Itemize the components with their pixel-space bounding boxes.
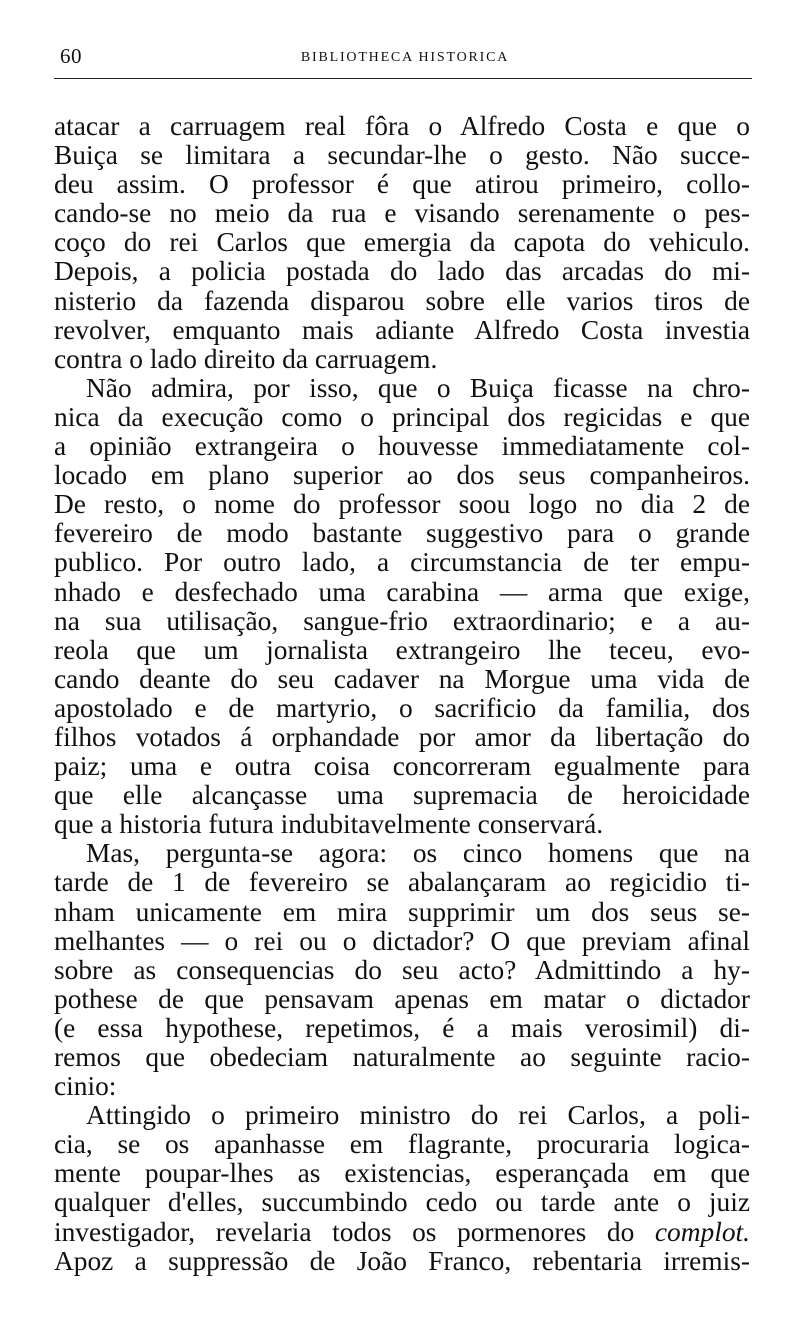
text-line: De resto, o nome do professor soou logo no dia 2 de [54,489,750,520]
text-line: contra o lado direito da carruagem. [54,343,438,374]
text-line: nhado e desfechado uma carabina — arma que exige, [54,576,750,607]
text-line: nica da execução como o principal dos regicidas e que [54,401,750,432]
text-line: Não admira, por isso, que o Buiça ficasse na chro- [86,372,750,403]
text-line: coço do rei Carlos que emergia da capota do vehiculo. [54,227,750,258]
running-head: BIBLIOTHECA HISTORICA [300,50,510,65]
text-line: cando-se no meio da rua e visando serenamente o pes- [54,198,750,229]
page-number: 60 [60,44,82,68]
text-line: na sua utilisação, sangue-frio extraordinario; e a au- [54,605,750,636]
text-line: Buiça se limitara a secundar-lhe o gesto. Não succe- [54,140,750,171]
text-line: mente poupar-lhes as existencias, esperançada em que [54,1158,750,1189]
body-text [54,112,750,1276]
text-line: cinio: [54,1071,117,1102]
text-line: revolver, emquanto mais adiante Alfredo Costa investia [54,314,750,345]
text-line: a opinião extrangeira o houvesse immediatamente col- [54,431,750,462]
text-line: reola que um jornalista extrangeiro lhe teceu, evo- [54,634,750,665]
text-line: (e essa hypothese, repetimos, é a mais verosimil) di- [54,1012,750,1043]
text-line: melhantes — o rei ou o dictador? O que previam afinal [54,925,750,956]
text-line: atacar a carruagem real fôra o Alfredo Costa e que o [54,111,750,141]
text-fragment: investigador, revelaria todos os pormenores do [54,1216,635,1247]
text-line: pothese de que pensavam apenas em matar o dictador [54,983,750,1014]
header-rule [54,78,752,79]
text-line: cia, se os apanhasse em flagrante, procuraria logica- [54,1129,750,1160]
text-line: publico. Por outro lado, a circumstancia de ter empu- [54,547,750,578]
text-line: Mas, pergunta-se agora: os cinco homens que na [86,838,750,869]
text-line: que elle alcançasse uma supremacia de heroicidade [54,780,750,811]
text-line: paiz; uma e outra coisa concorreram egualmente para [54,751,750,782]
text-line: sobre as consequencias do seu acto? Admittindo a hy- [54,954,750,985]
text-line: nisterio da fazenda disparou sobre elle varios tiros de [54,285,750,316]
text-line: filhos votados á orphandade por amor da libertação do [54,721,750,752]
text-line [54,1218,750,1247]
text-line: cando deante do seu cadaver na Morgue uma vida de [54,663,750,694]
text-line: nham unicamente em mira supprimir um dos seus se- [54,896,750,927]
text-line: remos que obedeciam naturalmente ao seguinte racio- [54,1042,750,1072]
text-line: Depois, a policia postada do lado das arcadas do mi- [54,256,750,287]
text-line: deu assim. O professor é que atirou primeiro, collo- [54,169,750,200]
page-header [60,44,750,74]
text-line: Attingido o primeiro ministro do rei Carlos, a poli- [86,1100,750,1131]
text-line: locado em plano superior ao dos seus companheiros. [54,460,750,491]
italic-word: complot. [654,1216,750,1247]
text-line: apostolado e de martyrio, o sacrificio da familia, dos [54,692,750,723]
text-line: que a historia futura indubitavelmente conservará. [54,809,604,840]
text-line: qualquer d'elles, succumbindo cedo ou tarde ante o juiz [54,1187,750,1218]
text-line: Apoz a suppressão de João Franco, rebentaria irremis- [54,1245,750,1276]
text-line: fevereiro de modo bastante suggestivo para o grande [54,518,750,549]
text-line: tarde de 1 de fevereiro se abalançaram ao regicidio ti- [54,867,750,898]
